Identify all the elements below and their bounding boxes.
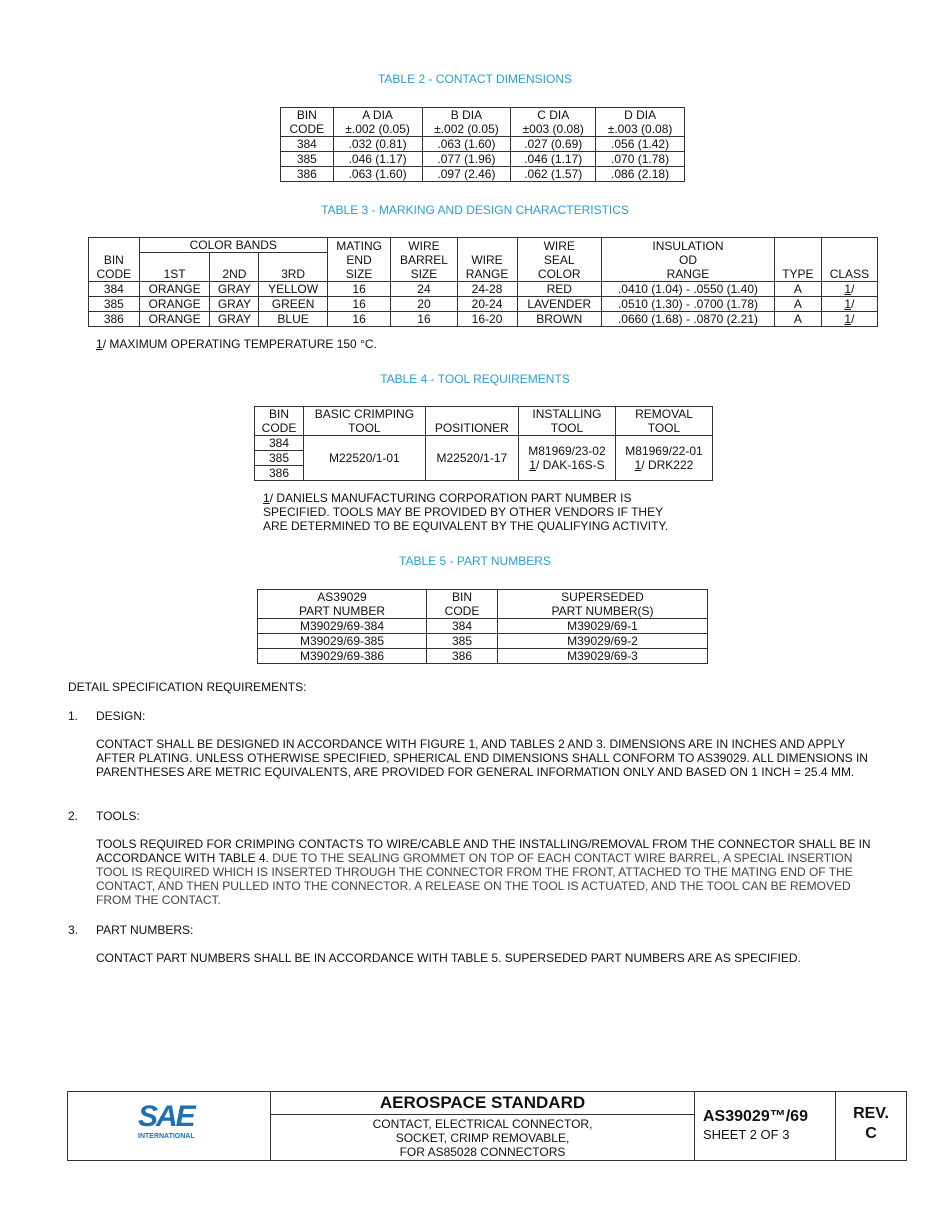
sheet-number: SHEET 2 OF 3 [703,1127,790,1142]
table-cell: 16 [327,297,391,312]
header-cell: TYPE [774,238,821,282]
section-body: TOOLS REQUIRED FOR CRIMPING CONTACTS TO WIRE/CABLE AND THE INSTALLING/REMOVAL FROM THE CONNECTOR SHALL BE IN ACCORDANCE WITH TABLE 4. DUE TO THE SEALING GROMMET ON TOP OF EACH CONTACT WIRE BARREL, A SPECIAL INSERTION TOOL IS REQUIRED WHICH IS INSERTED THROUGH THE CONNECTOR FROM THE FRONT, ATTACHED TO THE MATING END OF THE CONTACT, AND THEN PULLED INTO THE CONNECTOR. A RELEASE ON THE TOOL IS ACTUATED, AND THE TOOL CAN BE REMOVED FROM THE CONTACT. [96,837,871,907]
table-cell: RED [517,282,601,297]
table-cell: M39029/69-1 [498,619,708,634]
header-cell: INSTALLING TOOL [518,407,615,436]
table-cell: M81969/22-01 1/ DRK222 [615,436,712,481]
table-row [89,282,878,297]
table-cell: M81969/23-02 1/ DAK-16S-S [518,436,615,481]
document-description: CONTACT, ELECTRICAL CONNECTOR, SOCKET, CRIMP REMOVABLE, FOR AS85028 CONNECTORS [372,1117,593,1159]
table-cell: 385 [89,297,140,312]
header-cell: AS39029 PART NUMBER [258,590,427,619]
contact-dimensions-table [280,107,685,182]
table-cell: 16 [327,282,391,297]
marking-design-table [88,237,878,327]
table-cell: 386 [255,466,304,481]
table-cell: 384 [255,436,304,451]
header-cell: INSULATION OD RANGE [601,238,774,282]
logo-cell [68,1092,271,1160]
header-cell: BIN CODE [427,590,498,619]
table-cell: .027 (0.69) [511,137,596,152]
sae-logo: SAE INTERNATIONAL [138,1100,195,1140]
table-cell: BLUE [259,312,327,327]
table-row [281,167,685,182]
table-cell: 1/ [821,282,877,297]
section-number: 1. [68,709,79,723]
table-cell: 384 [427,619,498,634]
header-cell: MATING END SIZE [327,238,391,282]
table-cell: .0410 (1.04) - .0550 (1.40) [601,282,774,297]
table-cell: 20-24 [457,297,517,312]
table-cell: 386 [281,167,334,182]
table-cell: GREEN [259,297,327,312]
header-cell: BIN CODE [89,238,140,282]
section-title: PART NUMBERS: [96,923,194,937]
revision-cell [836,1092,906,1160]
part-numbers-table [257,589,708,664]
tool-requirements-table [254,406,713,481]
header-cell: B DIA ±.002 (0.05) [422,108,511,137]
table-cell: M39029/69-3 [498,649,708,664]
section-title: DESIGN: [96,709,146,723]
table-cell: GRAY [210,312,259,327]
table-cell: 384 [281,137,334,152]
header-cell: BIN CODE [255,407,304,436]
table-header-row [281,108,685,137]
table-cell: 385 [255,451,304,466]
table-cell: A [774,297,821,312]
header-cell: SUPERSEDED PART NUMBER(S) [498,590,708,619]
table-cell: 384 [89,282,140,297]
table4-note: 1/ DANIELS MANUFACTURING CORPORATION PART NUMBER IS SPECIFIED. TOOLS MAY BE PROVIDED BY OTHER VENDORS IF THEY ARE DETERMINED TO BE EQUIVALENT BY THE QUALIFYING ACTIVITY. [263,491,669,533]
section-title: TOOLS: [96,809,140,823]
table-row [258,649,708,664]
table-cell: .046 (1.17) [511,152,596,167]
section-body: CONTACT PART NUMBERS SHALL BE IN ACCORDANCE WITH TABLE 5. SUPERSEDED PART NUMBERS ARE AS SPECIFIED. [96,951,801,965]
table-cell: .070 (1.78) [596,152,685,167]
table-cell: ORANGE [139,297,210,312]
header-cell: WIRE BARREL SIZE [391,238,457,282]
header-cell: CLASS [821,238,877,282]
table-cell: .063 (1.60) [422,137,511,152]
table-cell: 386 [89,312,140,327]
table-row [258,634,708,649]
table-cell: YELLOW [259,282,327,297]
table-cell: .086 (2.18) [596,167,685,182]
section-body: CONTACT SHALL BE DESIGNED IN ACCORDANCE WITH FIGURE 1, AND TABLES 2 AND 3. DIMENSIONS ARE IN INCHES AND APPLY AFTER PLATING. UNLESS OTHERWISE SPECIFIED, SPHERICAL END DIMENSIONS SHALL CONFORM TO AS39029. ALL DIMENSIONS IN PARENTHESES ARE METRIC EQUIVALENTS, ARE PROVIDED FOR GENERAL INFORMATION ONLY AND BASED ON 1 INCH = 25.4 MM. [96,737,868,779]
table-row [258,619,708,634]
table5-title: TABLE 5 - PART NUMBERS [399,554,551,568]
table-cell: M22520/1-01 [304,436,426,481]
document-type: AEROSPACE STANDARD [271,1092,694,1115]
table-cell: LAVENDER [517,297,601,312]
table-row [89,297,878,312]
section-number: 2. [68,809,79,823]
table-header-row [258,590,708,619]
doc-number-cell [695,1092,836,1160]
header-cell: D DIA ±.003 (0.08) [596,108,685,137]
table-row [281,137,685,152]
table-cell: 20 [391,297,457,312]
table-header-row [255,407,713,436]
table-cell: 24 [391,282,457,297]
table4-title: TABLE 4 - TOOL REQUIREMENTS [380,372,570,386]
table-cell: 386 [427,649,498,664]
table-cell: M39029/69-384 [258,619,427,634]
table-cell: 24-28 [457,282,517,297]
table2-title: TABLE 2 - CONTACT DIMENSIONS [377,72,573,86]
table-cell: .0660 (1.68) - .0870 (2.21) [601,312,774,327]
detail-heading: DETAIL SPECIFICATION REQUIREMENTS: [68,680,307,694]
table-cell: 16-20 [457,312,517,327]
table-cell: .097 (2.46) [422,167,511,182]
table-cell: .077 (1.96) [422,152,511,167]
table-cell: M39029/69-386 [258,649,427,664]
table-cell: 1/ [821,297,877,312]
table-cell: 385 [281,152,334,167]
table-cell: .056 (1.42) [596,137,685,152]
table-cell: ORANGE [139,282,210,297]
header-cell: 1ST [139,253,210,282]
table-cell: 385 [427,634,498,649]
document-number: AS39029™/69 [703,1108,808,1125]
header-cell: C DIA ±003 (0.08) [511,108,596,137]
table-cell: .046 (1.17) [333,152,422,167]
table-cell: ORANGE [139,312,210,327]
table-header-row [89,238,878,253]
table-cell: GRAY [210,297,259,312]
header-cell: 3RD [259,253,327,282]
header-cell: A DIA ±.002 (0.05) [333,108,422,137]
title-block [67,1091,907,1161]
table-cell: .0510 (1.30) - .0700 (1.78) [601,297,774,312]
header-cell: WIRE SEAL COLOR [517,238,601,282]
table3-note: 1/ MAXIMUM OPERATING TEMPERATURE 150 °C. [96,337,377,351]
table-cell: 1/ [821,312,877,327]
table3-title: TABLE 3 - MARKING AND DESIGN CHARACTERISTICS [321,203,629,217]
header-cell: BASIC CRIMPING TOOL [304,407,426,436]
title-cell [271,1092,695,1160]
header-cell: REMOVAL TOOL [615,407,712,436]
header-cell: 2ND [210,253,259,282]
table-cell: M39029/69-2 [498,634,708,649]
header-cell: POSITIONER [425,407,518,436]
header-cell: BIN CODE [281,108,334,137]
table-cell: .063 (1.60) [333,167,422,182]
table-cell: M39029/69-385 [258,634,427,649]
table-cell: BROWN [517,312,601,327]
table-cell: 16 [327,312,391,327]
table-row [281,152,685,167]
section-number: 3. [68,923,79,937]
table-row [89,312,878,327]
table-cell: .032 (0.81) [333,137,422,152]
table-cell: 16 [391,312,457,327]
table-cell: A [774,312,821,327]
table-cell: A [774,282,821,297]
table-row [255,436,713,451]
revision: REV. C [853,1105,889,1142]
header-cell: WIRE RANGE [457,238,517,282]
table-cell: .062 (1.57) [511,167,596,182]
table-cell: GRAY [210,282,259,297]
table-cell: M22520/1-17 [425,436,518,481]
header-cell: COLOR BANDS [139,238,327,253]
